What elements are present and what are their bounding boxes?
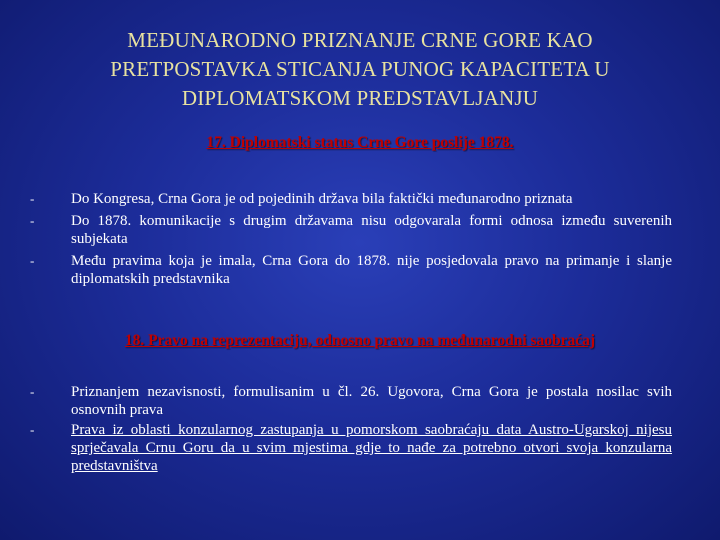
list-item-text: Priznanjem nezavisnosti, formulisanim u čl. 26. Ugovora, Crna Gora je postala nosilac svih osnovnih prava (71, 384, 672, 418)
section-heading-17: 17. Diplomatski status Crne Gore poslije 1878. (206, 134, 514, 151)
list-item-text: Prava iz oblasti konzularnog zastupanja u pomorskom saobraćaju data Austro-Ugarskoj nijesu sprječavala Crnu Goru da u svim mjestima gdje to nađe za potrebno otvori svoja konzularna predstavništva (71, 422, 672, 474)
bullet-dash: - (30, 253, 35, 268)
list-item (30, 383, 672, 419)
bullet-dash: - (30, 422, 35, 437)
bullet-dash: - (30, 384, 35, 399)
section-17-list (30, 190, 672, 288)
bullet-dash: - (30, 213, 35, 228)
list-item (30, 190, 672, 208)
list-item (30, 421, 672, 475)
slide-title (40, 26, 680, 113)
list-item (30, 252, 672, 288)
section-18-list (30, 383, 672, 475)
title-line-1: MEĐUNARODNO PRIZNANJE CRNE GORE KAO (127, 28, 593, 52)
list-item-text: Među pravima koja je imala, Crna Gora do 1878. nije posjedovala pravo na primanje i slanje diplomatskih predstavnika (71, 253, 672, 287)
title-line-2: PRETPOSTAVKA STICANJA PUNOG KAPACITETA U (110, 57, 610, 81)
section-heading-18: 18. Pravo na reprezentaciju, odnosno pravo na međunarodni saobraćaj (124, 332, 596, 349)
list-item-text: Do Kongresa, Crna Gora je od pojedinih država bila faktički međunarodno priznata (71, 191, 573, 207)
list-item-text: Do 1878. komunikacije s drugim državama nisu odgovarala formi odnosa između suverenih subjekata (71, 213, 672, 247)
bullet-dash: - (30, 191, 35, 206)
list-item (30, 212, 672, 248)
title-line-3: DIPLOMATSKOM PREDSTAVLJANJU (181, 86, 539, 110)
